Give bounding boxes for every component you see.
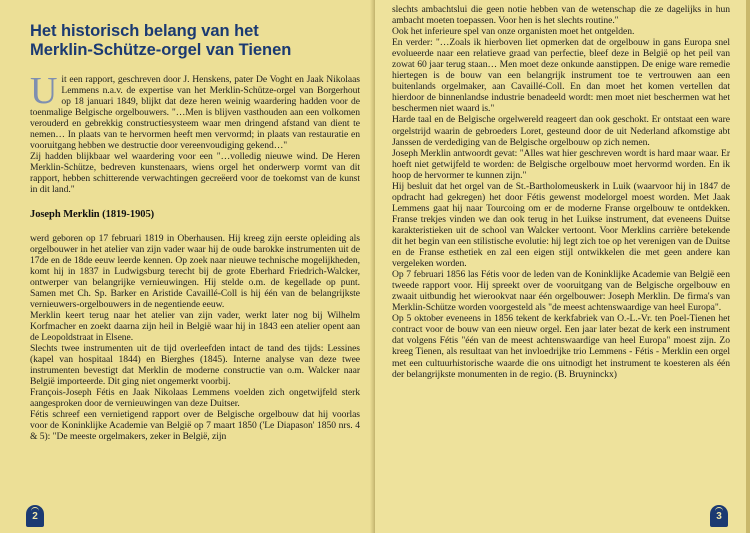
- drop-cap: U: [30, 70, 58, 112]
- page-number-left: [26, 505, 44, 527]
- right-paragraph-3: En verder: "…Zoals ik hierboven liet opmerken dat de orgelbouw in gans Europa snel evolueerde naar een relatieve graad van perfectie, bleef deze in België op het peil van zowat 60 jaar terug staan… Men moet deze onkunde aanstippen. De enige ware remedie hiertegen is de bouw van een belangrijk instrument toe te vertrouwen aan een buitenlands orgelmaker, aan Cavaillé-Coll. En dan moet het komen vertellen dat hierdoor de binnenlandse industrie benadeeld wordt: men moet niet beschermen wat het beschermen niet waard is.": [392, 37, 730, 115]
- article-title: [30, 22, 360, 60]
- body-paragraph-5: Fétis schreef een vernietigend rapport over de Belgische orgelbouw dat hij voorlas voor de Koninklijke Academie van België op 7 maart 1850 ('Le Diapason' 1850 nrs. 4 & 5): "De meeste orgelmakers, zeker in België, zijn: [30, 409, 360, 443]
- right-paragraph-1: slechts ambachtslui die geen notie hebben van de wetenschap die ze dagelijks in hun ambacht moeten toepassen. Voor hen is het slechts routine.": [392, 4, 730, 27]
- intro-paragraph: [30, 70, 360, 196]
- page-number-right: [710, 505, 728, 527]
- intro-text-2: Zij hadden blijkbaar wel waardering voor een "…volledig nieuwe wind. De Heren Merklin-Schütze, bedreven kunstenaars, wiens orgel het onderwerp vormt van dit rapport, hebben schitterende verwachtingen gecreëerd voor de toekomst van de kunst in dit land.": [30, 151, 360, 196]
- page-number-ornament-icon: [715, 507, 723, 512]
- page-edge-right: [746, 0, 750, 533]
- section-heading: Joseph Merklin (1819-1905): [30, 208, 155, 220]
- body-paragraph-2: Merklin keert terug naar het atelier van zijn vader, werkt later nog bij Wilhelm Korfmacher en zoekt daarna zijn heil in België waar hij in 1843 een atelier opent aan de Leopoldstraat in Elsene.: [30, 309, 360, 343]
- body-paragraph-4: François-Joseph Fétis en Jaak Nikolaas Lemmens voelden zich ongetwijfeld sterk aangesproken door de vernieuwingen van deze Duitser.: [30, 387, 360, 410]
- intro-text: it een rapport, geschreven door J. Henskens, pater De Voght en Jaak Nikolaas Lemmens n.a.v. de expertise van het Merklin-Schütze-orgel van Borgerhout op 18 januari 1849, blijkt dat deze heren weinig waardering hadden voor de toenmalige Belgische orgelbouwers. "…Men is blijven vasthouden aan een volkomen verouderd en gebrekkig constructiesysteem waar men dringend afstand van dient te nemen… In plaats van te hervormen heeft men vervormd; in plaats van restauratie en vooruitgang hebben we destructie door vereenvoudiging gekend…": [30, 74, 360, 152]
- right-paragraph-2: Ook het inferieure spel van onze organisten moet het ontgelden.: [392, 26, 635, 38]
- right-paragraph-6: Hij besluit dat het orgel van de St.-Bartholomeuskerk in Luik (waarvoor hij in 1847 de opdracht had gekregen) het door Fétis gewenst modelorgel moest worden. Met Jaak Lemmens gaat hij naar Tourcoing om er de moderne Franse orgelbouw te ontdekken. Franse trekjes vinden we dan ook terug in het Luikse instrument, dat eveneens Duitse karakteristieken uit de school van Walcker vertoont. Voor Merklins carrière betekende dit het begin van een stilistische evolutie: hij legt zich toe op het verenigen van de Duitse en de Franse esthetiek en zal een eigen stijl ontwikkelen die met geen andere kan vergeleken worden.: [392, 180, 730, 270]
- left-page: [0, 0, 374, 533]
- body-paragraph-3: Slechts twee instrumenten uit de tijd overleefden intact de tand des tijds: Lessines (kapel van hospitaal 1844) en Bierghes (1845). Interne analyse van deze twee instrumenten bevestigt dat Merklin de moderne constructie van o.m. Walcker naar België importeerde. Dit ging niet ongemerkt voorbij.: [30, 343, 360, 388]
- right-paragraph-4: Harde taal en de Belgische orgelwereld reageert dan ook geschokt. Er ontstaat een ware orgelstrijd waarin de gebroeders Loret, gesteund door de uit Nederland afkomstige abt Janssen de verdediging van de Belgische orgelbouw op zich nemen.: [392, 114, 730, 148]
- body-paragraph-1: werd geboren op 17 februari 1819 in Oberhausen. Hij kreeg zijn eerste opleiding als orgelbouwer in het atelier van zijn vader waar hij de oude barokke instrumenten uit de 17de en de 18de eeuw leerde kennen. Op zoek naar nieuwe technische mogelijkheden, komt hij in 1837 in Ludwigsburg terecht bij de grote Eberhard Friedrich-Walcker, ontwerper van belangrijke vernieuwingen. Hij stelde o.m. de kegellade op punt. Samen met Ch. Sp. Barker en Aristide Cavaillé-Coll is hij één van de belangrijkste vernieuwers-orgelbouwers in de negentiende eeuw.: [30, 232, 360, 310]
- right-paragraph-7: Op 7 februari 1856 las Fétis voor de leden van de Koninklijke Academie van België een tweede rapport voor. Hij spreekt over de vooruitgang van de Belgische orgelbouw en zwaait uitbundig het wierookvat naar één orgelbouwer: Joseph Merklin. De firma's van Merklin-Schütze worden voorgesteld als "de meest achtenswaardige van heel Europa".: [392, 269, 730, 314]
- article-title-line-1: Het historisch belang van het: [30, 22, 259, 40]
- right-page: [375, 0, 750, 533]
- page-number-left-label: 2: [32, 511, 38, 522]
- page-number-ornament-icon: [31, 507, 39, 512]
- right-paragraph-5: Joseph Merklin antwoordt gevat: "Alles wat hier geschreven wordt is hard maar waar. Er hoeft niet getwijfeld te worden: de Belgische orgelbouw moet hervormd worden. En ik hoop de hervormer te kunnen zijn.": [392, 147, 730, 181]
- page-number-right-label: 3: [716, 511, 722, 522]
- right-paragraph-8: Op 5 oktober eveneens in 1856 tekent de kerkfabriek van O.-L.-Vr. ten Poel-Tienen het contract voor de bouw van een nieuw orgel. Een jaar later bezat de kerk een instrument dat volgens Fétis "één van de meest achtenswaardige van heel Europa" moest zijn. Zo kreeg Tienen, als resultaat van het invloedrijke trio Lemmens - Fétis - Merklin een orgel met een cultuurhistorische waarde die ons uitnodigt het instrument te koesteren als één der belangrijkste monumenten in de regio. (B. Bruyninckx): [392, 313, 730, 380]
- article-title-line-2: Merklin-Schütze-orgel van Tienen: [30, 41, 292, 59]
